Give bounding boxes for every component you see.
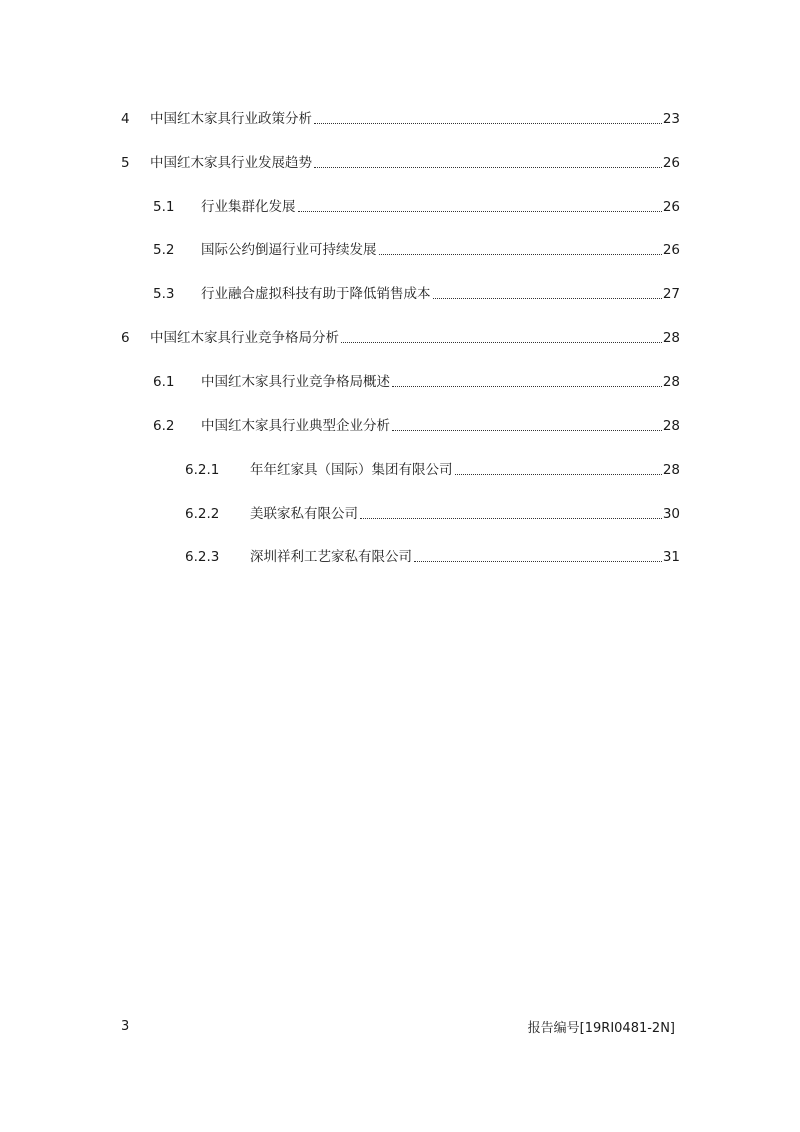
toc-entry-5[interactable] <box>121 153 680 173</box>
toc-entry-number: 6.2 <box>153 418 175 434</box>
toc-entry-page: 28 <box>662 462 680 478</box>
toc-entry-page: 28 <box>662 418 680 434</box>
toc-entry-5-1[interactable] <box>153 197 680 217</box>
toc-entry-title: 国际公约倒逼行业可持续发展 <box>201 242 377 258</box>
toc-dot-leader <box>414 547 662 567</box>
toc-entry-title: 深圳祥利工艺家私有限公司 <box>250 549 412 565</box>
toc-entry-page: 26 <box>662 199 680 215</box>
toc-entry-number: 6.2.1 <box>185 462 220 478</box>
toc-entry-title: 年年红家具（国际）集团有限公司 <box>250 462 453 478</box>
toc-entry-page: 27 <box>662 286 680 302</box>
toc-entry-6-2-1[interactable] <box>185 460 680 480</box>
toc-entry-number: 4 <box>121 111 130 127</box>
toc-entry-number: 6.1 <box>153 374 175 390</box>
toc-entry-6-1[interactable] <box>153 372 680 392</box>
toc-entry-number: 5.3 <box>153 286 175 302</box>
toc-entry-page: 31 <box>662 549 680 565</box>
toc-entry-title: 中国红木家具行业发展趋势 <box>150 155 312 171</box>
toc-entry-page: 23 <box>662 111 680 127</box>
toc-dot-leader <box>433 284 662 304</box>
toc-entry-number: 6.2.2 <box>185 506 220 522</box>
toc-entry-number: 6.2.3 <box>185 549 220 565</box>
toc-entry-title: 中国红木家具行业政策分析 <box>150 111 312 127</box>
toc-dot-leader <box>341 328 662 348</box>
toc-entry-6-2[interactable] <box>153 416 680 436</box>
toc-dot-leader <box>392 416 662 436</box>
toc-entry-title: 美联家私有限公司 <box>250 506 358 522</box>
toc-entry-6-2-2[interactable] <box>185 504 680 524</box>
toc-dot-leader <box>379 240 662 260</box>
toc-dot-leader <box>392 372 662 392</box>
toc-entry-title: 中国红木家具行业竞争格局分析 <box>150 330 339 346</box>
toc-entry-title: 中国红木家具行业竞争格局概述 <box>201 374 390 390</box>
toc-dot-leader <box>314 153 662 173</box>
toc-entry-6-2-3[interactable] <box>185 547 680 567</box>
toc-entry-number: 5.1 <box>153 199 175 215</box>
page-footer <box>121 1016 675 1036</box>
toc-entry-page: 26 <box>662 155 680 171</box>
toc-entry-4[interactable] <box>121 109 680 129</box>
toc-dot-leader <box>455 460 662 480</box>
footer-report-code: 报告编号[19RI0481-2N] <box>527 1020 675 1036</box>
toc-entry-page: 28 <box>662 330 680 346</box>
toc-entry-5-3[interactable] <box>153 284 680 304</box>
toc-dot-leader <box>314 109 662 129</box>
toc-entry-page: 26 <box>662 242 680 258</box>
toc-entry-title: 中国红木家具行业典型企业分析 <box>201 418 390 434</box>
toc-dot-leader <box>298 197 662 217</box>
toc-entry-page: 30 <box>662 506 680 522</box>
toc-entry-number: 5.2 <box>153 242 175 258</box>
toc-entry-title: 行业融合虚拟科技有助于降低销售成本 <box>201 286 431 302</box>
toc-dot-leader <box>360 504 662 524</box>
toc-entry-6[interactable] <box>121 328 680 348</box>
toc-entry-number: 5 <box>121 155 130 171</box>
footer-page-number: 3 <box>121 1018 130 1034</box>
toc-entry-title: 行业集群化发展 <box>201 199 296 215</box>
toc-entry-5-2[interactable] <box>153 240 680 260</box>
toc-entry-page: 28 <box>662 374 680 390</box>
toc-entry-number: 6 <box>121 330 130 346</box>
